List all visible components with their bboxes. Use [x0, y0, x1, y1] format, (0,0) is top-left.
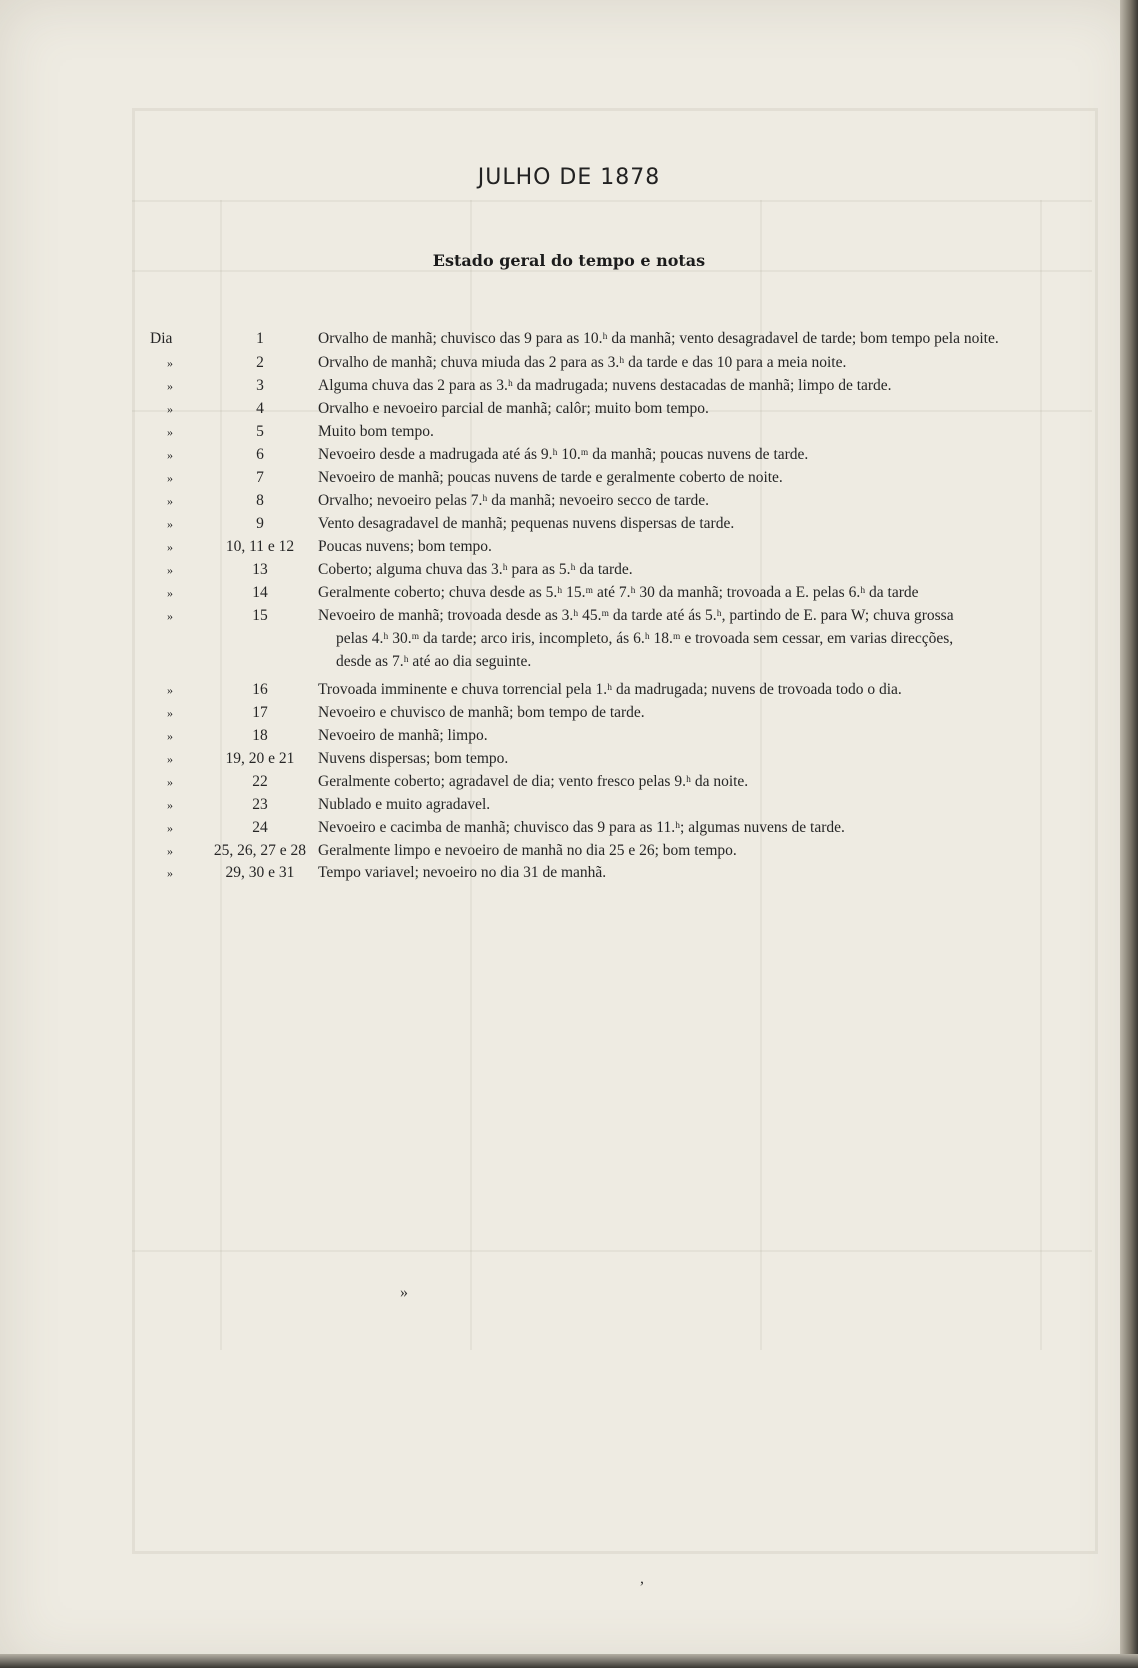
table-row: [0, 817, 1138, 839]
ditto-mark: »: [167, 866, 173, 880]
ditto-mark: »: [167, 402, 173, 416]
day-cell: 23: [252, 796, 268, 813]
ditto-mark: »: [167, 586, 173, 600]
ditto-mark: »: [167, 683, 173, 697]
day-cell: 8: [256, 492, 264, 509]
table-row: [0, 771, 1138, 793]
day-cell: 17: [252, 704, 268, 721]
ditto-mark: »: [167, 471, 173, 485]
table-row: [0, 536, 1138, 558]
ditto-mark: »: [167, 706, 173, 720]
note-text-continuation: pelas 4.ʰ 30.ᵐ da tarde; arco iris, incompleto, ás 6.ʰ 18.ᵐ e trovoada sem cessar, em varias direcções,: [336, 630, 954, 647]
day-cell: 7: [256, 469, 264, 486]
day-cell: 18: [252, 727, 268, 744]
table-row: [0, 794, 1138, 816]
note-text: Nevoeiro de manhã; limpo.: [318, 727, 488, 744]
day-cell: 10, 11 e 12: [225, 538, 295, 555]
day-cell: 4: [256, 400, 264, 417]
table-row: [0, 748, 1138, 770]
table-row: [0, 582, 1138, 604]
table-row-continuation: [0, 628, 1138, 650]
table-row: [0, 679, 1138, 701]
ditto-mark: »: [167, 752, 173, 766]
note-text: Nevoeiro de manhã; trovoada desde as 3.ʰ 45.ᵐ da tarde até ás 5.ʰ, partindo de E. para W; chuva grossa: [318, 607, 954, 624]
note-text-continuation: desde as 7.ʰ até ao dia seguinte.: [336, 653, 532, 670]
table-row: [0, 605, 1138, 627]
day-cell: 6: [256, 446, 264, 463]
page-title: JULHO DE 1878: [477, 165, 661, 190]
table-row: [0, 725, 1138, 747]
ditto-mark: »: [167, 844, 173, 858]
day-cell: 9: [256, 515, 264, 532]
note-text: Geralmente coberto; chuva desde as 5.ʰ 15.ᵐ até 7.ʰ 30 da manhã; trovoada a E. pelas 6.ʰ da tarde: [318, 584, 919, 601]
table-row: [0, 840, 1138, 862]
day-cell: 14: [252, 584, 268, 601]
table-row: [0, 490, 1138, 512]
ditto-mark: »: [167, 563, 173, 577]
note-text: Nevoeiro desde a madrugada até ás 9.ʰ 10.ᵐ da manhã; poucas nuvens de tarde.: [318, 446, 809, 463]
note-text: Poucas nuvens; bom tempo.: [318, 538, 492, 555]
ditto-mark: »: [167, 379, 173, 393]
note-text: Geralmente coberto; agradavel de dia; vento fresco pelas 9.ʰ da noite.: [318, 773, 749, 790]
bleed-through-line: [132, 270, 1092, 272]
day-cell: 5: [256, 423, 264, 440]
ditto-mark: »: [167, 775, 173, 789]
ditto-mark: »: [167, 609, 173, 623]
stray-ink-mark: ,: [640, 1570, 644, 1587]
section-title: Estado geral do tempo e notas: [432, 251, 706, 270]
ditto-mark: »: [167, 821, 173, 835]
ditto-mark: »: [167, 729, 173, 743]
note-text: Orvalho de manhã; chuvisco das 9 para as 10.ʰ da manhã; vento desagradavel de tarde; bom tempo pela noite.: [318, 330, 999, 347]
dia-label: Dia: [150, 330, 173, 347]
ditto-mark: »: [167, 517, 173, 531]
note-text: Nublado e muito agradavel.: [318, 796, 491, 813]
ditto-mark: »: [167, 798, 173, 812]
table-row: [0, 352, 1138, 374]
note-text: Muito bom tempo.: [318, 423, 434, 440]
page-edge-right: [1120, 0, 1138, 1668]
page-edge-bottom: [0, 1654, 1138, 1668]
day-cell: 13: [252, 561, 268, 578]
note-text: Trovoada imminente e chuva torrencial pela 1.ʰ da madrugada; nuvens de trovoada todo o dia.: [318, 681, 902, 698]
day-cell: 15: [252, 607, 268, 624]
note-text: Tempo variavel; nevoeiro no dia 31 de manhã.: [318, 864, 607, 881]
note-text: Nevoeiro de manhã; poucas nuvens de tarde e geralmente coberto de noite.: [318, 469, 783, 486]
day-cell: 25, 26, 27 e 28: [213, 842, 307, 859]
table-row: [0, 444, 1138, 466]
ditto-mark: »: [167, 540, 173, 554]
table-row: [0, 328, 1138, 350]
table-row: [0, 862, 1138, 884]
day-cell: 19, 20 e 21: [225, 750, 295, 767]
table-row-continuation: [0, 651, 1138, 673]
note-text: Orvalho; nevoeiro pelas 7.ʰ da manhã; nevoeiro secco de tarde.: [318, 492, 710, 509]
table-row: [0, 513, 1138, 535]
day-cell: 29, 30 e 31: [225, 864, 295, 881]
note-text: Nevoeiro e cacimba de manhã; chuvisco das 9 para as 11.ʰ; algumas nuvens de tarde.: [318, 819, 845, 836]
note-text: Coberto; alguma chuva das 3.ʰ para as 5.ʰ da tarde.: [318, 561, 633, 578]
day-cell: 2: [256, 354, 264, 371]
note-text: Geralmente limpo e nevoeiro de manhã no dia 25 e 26; bom tempo.: [318, 842, 737, 859]
ditto-mark: »: [167, 448, 173, 462]
day-cell: 22: [252, 773, 268, 790]
table-row: [0, 467, 1138, 489]
day-cell: 24: [252, 819, 268, 836]
day-cell: 3: [256, 377, 264, 394]
note-text: Orvalho de manhã; chuva miuda das 2 para as 3.ʰ da tarde e das 10 para a meia noite.: [318, 354, 847, 371]
day-cell: 1: [256, 330, 264, 347]
note-text: Nuvens dispersas; bom tempo.: [318, 750, 509, 767]
note-text: Alguma chuva das 2 para as 3.ʰ da madrugada; nuvens destacadas de manhã; limpo de tarde.: [318, 377, 892, 394]
bleed-through-line: [132, 1250, 1092, 1252]
note-text: Orvalho e nevoeiro parcial de manhã; calôr; muito bom tempo.: [318, 400, 709, 417]
ditto-mark: »: [167, 494, 173, 508]
ditto-mark: »: [167, 425, 173, 439]
table-row: [0, 421, 1138, 443]
table-row: [0, 398, 1138, 420]
bleed-through-line: [132, 200, 1092, 202]
table-row: [0, 559, 1138, 581]
note-text: Nevoeiro e chuvisco de manhã; bom tempo de tarde.: [318, 704, 645, 721]
note-text: Vento desagradavel de manhã; pequenas nuvens dispersas de tarde.: [318, 515, 735, 532]
ditto-mark: »: [167, 356, 173, 370]
table-row: [0, 702, 1138, 724]
day-cell: 16: [252, 681, 268, 698]
table-row: [0, 375, 1138, 397]
stray-ink-mark: »: [400, 1284, 408, 1301]
